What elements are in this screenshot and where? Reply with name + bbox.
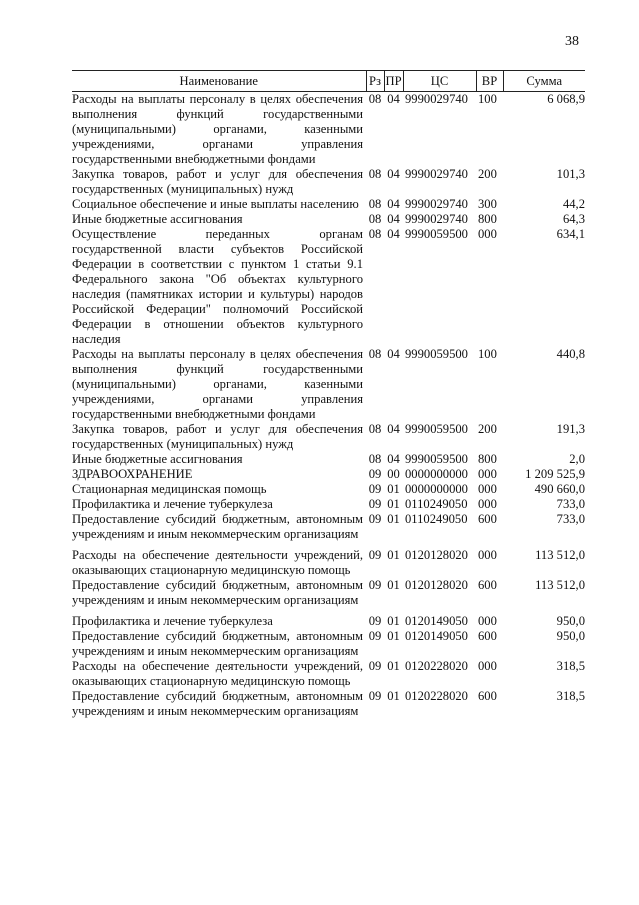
cell-cs: 9990029740 xyxy=(405,197,468,211)
table-row xyxy=(72,629,585,659)
cell-rz: 09 xyxy=(368,629,382,643)
cell-sum: 44,2 xyxy=(562,197,585,211)
cell-vr: 000 xyxy=(478,659,497,673)
table-row xyxy=(72,659,585,689)
cell-vr: 300 xyxy=(478,197,497,211)
table-row xyxy=(72,227,585,347)
cell-name: Расходы на обеспечение деятельности учреждений, оказывающих стационарную медицинскую помощь xyxy=(72,659,363,688)
cell-cs: 0110249050 xyxy=(405,497,468,511)
cell-vr: 600 xyxy=(478,689,497,703)
header-vr: ВР xyxy=(476,71,503,92)
table-row xyxy=(72,482,585,497)
cell-rz: 08 xyxy=(368,422,382,436)
cell-vr: 600 xyxy=(478,629,497,643)
table-row xyxy=(72,578,585,608)
cell-pr: 04 xyxy=(387,347,400,361)
table-row xyxy=(72,347,585,422)
cell-cs: 9990059500 xyxy=(405,452,468,466)
cell-sum: 64,3 xyxy=(562,212,585,226)
header-cs: ЦС xyxy=(403,71,476,92)
cell-pr: 04 xyxy=(387,92,400,106)
cell-sum: 733,0 xyxy=(556,497,585,511)
cell-sum: 101,3 xyxy=(556,167,585,181)
cell-rz: 08 xyxy=(368,197,382,211)
table-row xyxy=(72,467,585,482)
header-sum: Сумма xyxy=(503,71,585,92)
cell-pr: 01 xyxy=(387,659,400,673)
cell-rz: 08 xyxy=(368,212,382,226)
table-row xyxy=(72,92,585,168)
cell-rz: 09 xyxy=(368,614,382,628)
cell-pr: 01 xyxy=(387,578,400,592)
cell-sum: 440,8 xyxy=(556,347,585,361)
cell-name: Иные бюджетные ассигнования xyxy=(72,452,243,466)
cell-name: Закупка товаров, работ и услуг для обеспечения государственных (муниципальных) нужд xyxy=(72,422,363,451)
cell-vr: 000 xyxy=(478,227,497,241)
cell-cs: 9990029740 xyxy=(405,167,468,181)
header-rz: Рз xyxy=(366,71,384,92)
cell-cs: 0110249050 xyxy=(405,512,468,526)
cell-name: Осуществление переданных органам государственной власти субъектов Российской Федерации в соответствии с пунктом 1 статьи 9.1 Федерального закона "Об объектах культурного наследия (памятниках истории и культуры) народов Российской Федерации" полномочий Российской Федерации в отношении объектов культурного наследия xyxy=(72,227,363,346)
cell-cs: 0120128020 xyxy=(405,548,468,562)
cell-cs: 9990059500 xyxy=(405,422,468,436)
cell-name: Расходы на выплаты персоналу в целях обеспечения выполнения функций государственными (муниципальными) органами, казенными учреждениями, органами управления государственными внебюджетными фондами xyxy=(72,347,363,421)
cell-pr: 01 xyxy=(387,512,400,526)
table-row xyxy=(72,512,585,542)
cell-cs: 0000000000 xyxy=(405,467,468,481)
cell-name: Предоставление субсидий бюджетным, автономным учреждениям и иным некоммерческим организациям xyxy=(72,629,363,658)
cell-pr: 01 xyxy=(387,689,400,703)
cell-rz: 09 xyxy=(368,689,382,703)
cell-cs: 9990059500 xyxy=(405,227,468,241)
cell-vr: 000 xyxy=(478,467,497,481)
cell-sum: 950,0 xyxy=(556,614,585,628)
cell-pr: 04 xyxy=(387,227,400,241)
cell-vr: 200 xyxy=(478,167,497,181)
table-row xyxy=(72,212,585,227)
cell-pr: 01 xyxy=(387,629,400,643)
cell-sum: 191,3 xyxy=(556,422,585,436)
cell-pr: 04 xyxy=(387,197,400,211)
cell-rz: 09 xyxy=(368,482,382,496)
cell-rz: 08 xyxy=(368,167,382,181)
cell-sum: 733,0 xyxy=(556,512,585,526)
cell-vr: 200 xyxy=(478,422,497,436)
cell-name: Профилактика и лечение туберкулеза xyxy=(72,497,273,511)
cell-pr: 00 xyxy=(387,467,400,481)
cell-cs: 0000000000 xyxy=(405,482,468,496)
cell-vr: 100 xyxy=(478,92,497,106)
cell-vr: 000 xyxy=(478,548,497,562)
cell-rz: 08 xyxy=(368,92,382,106)
table-header-row xyxy=(72,71,585,92)
table-row xyxy=(72,167,585,197)
table-row xyxy=(72,689,585,719)
cell-rz: 09 xyxy=(368,512,382,526)
cell-name: ЗДРАВООХРАНЕНИЕ xyxy=(72,467,193,481)
cell-rz: 08 xyxy=(368,452,382,466)
cell-cs: 0120149050 xyxy=(405,629,468,643)
cell-sum: 318,5 xyxy=(556,659,585,673)
cell-rz: 09 xyxy=(368,578,382,592)
cell-pr: 04 xyxy=(387,212,400,226)
cell-cs: 9990059500 xyxy=(405,347,468,361)
cell-pr: 04 xyxy=(387,167,400,181)
cell-cs: 9990029740 xyxy=(405,212,468,226)
cell-rz: 08 xyxy=(368,227,382,241)
table-row xyxy=(72,497,585,512)
cell-sum: 318,5 xyxy=(556,689,585,703)
cell-vr: 800 xyxy=(478,212,497,226)
cell-rz: 09 xyxy=(368,467,382,481)
header-pr: ПР xyxy=(384,71,403,92)
cell-sum: 113 512,0 xyxy=(535,548,585,562)
cell-sum: 634,1 xyxy=(556,227,585,241)
table-row xyxy=(72,452,585,467)
cell-cs: 9990029740 xyxy=(405,92,468,106)
cell-vr: 800 xyxy=(478,452,497,466)
cell-name: Иные бюджетные ассигнования xyxy=(72,212,243,226)
cell-pr: 04 xyxy=(387,452,400,466)
cell-vr: 100 xyxy=(478,347,497,361)
cell-vr: 000 xyxy=(478,614,497,628)
cell-name: Расходы на обеспечение деятельности учреждений, оказывающих стационарную медицинскую помощь xyxy=(72,548,363,577)
table-row xyxy=(72,197,585,212)
cell-sum: 113 512,0 xyxy=(535,578,585,592)
cell-sum: 490 660,0 xyxy=(534,482,585,496)
cell-name: Социальное обеспечение и иные выплаты населению xyxy=(72,197,359,211)
cell-sum: 6 068,9 xyxy=(547,92,585,106)
cell-rz: 08 xyxy=(368,347,382,361)
table-row xyxy=(72,608,585,629)
cell-cs: 0120149050 xyxy=(405,614,468,628)
header-name: Наименование xyxy=(72,71,366,92)
cell-cs: 0120128020 xyxy=(405,578,468,592)
cell-name: Предоставление субсидий бюджетным, автономным учреждениям и иным некоммерческим организациям xyxy=(72,578,363,607)
cell-rz: 09 xyxy=(368,659,382,673)
cell-pr: 01 xyxy=(387,482,400,496)
cell-rz: 09 xyxy=(368,497,382,511)
cell-pr: 04 xyxy=(387,422,400,436)
budget-table xyxy=(72,70,585,719)
cell-pr: 01 xyxy=(387,497,400,511)
cell-name: Расходы на выплаты персоналу в целях обеспечения выполнения функций государственными (муниципальными) органами, казенными учреждениями, органами управления государственными внебюджетными фондами xyxy=(72,92,363,166)
table-row xyxy=(72,542,585,578)
cell-sum: 2,0 xyxy=(569,452,585,466)
cell-sum: 950,0 xyxy=(556,629,585,643)
cell-name: Стационарная медицинская помощь xyxy=(72,482,267,496)
page-number: 38 xyxy=(565,34,579,49)
cell-vr: 000 xyxy=(478,497,497,511)
table-row xyxy=(72,422,585,452)
cell-name: Профилактика и лечение туберкулеза xyxy=(72,614,273,628)
cell-sum: 1 209 525,9 xyxy=(525,467,585,481)
cell-vr: 000 xyxy=(478,482,497,496)
cell-name: Предоставление субсидий бюджетным, автономным учреждениям и иным некоммерческим организациям xyxy=(72,689,363,718)
cell-cs: 0120228020 xyxy=(405,659,468,673)
cell-rz: 09 xyxy=(368,548,382,562)
cell-name: Предоставление субсидий бюджетным, автономным учреждениям и иным некоммерческим организациям xyxy=(72,512,363,541)
cell-vr: 600 xyxy=(478,578,497,592)
cell-pr: 01 xyxy=(387,614,400,628)
table-body xyxy=(72,92,585,720)
cell-pr: 01 xyxy=(387,548,400,562)
cell-vr: 600 xyxy=(478,512,497,526)
cell-cs: 0120228020 xyxy=(405,689,468,703)
cell-name: Закупка товаров, работ и услуг для обеспечения государственных (муниципальных) нужд xyxy=(72,167,363,196)
